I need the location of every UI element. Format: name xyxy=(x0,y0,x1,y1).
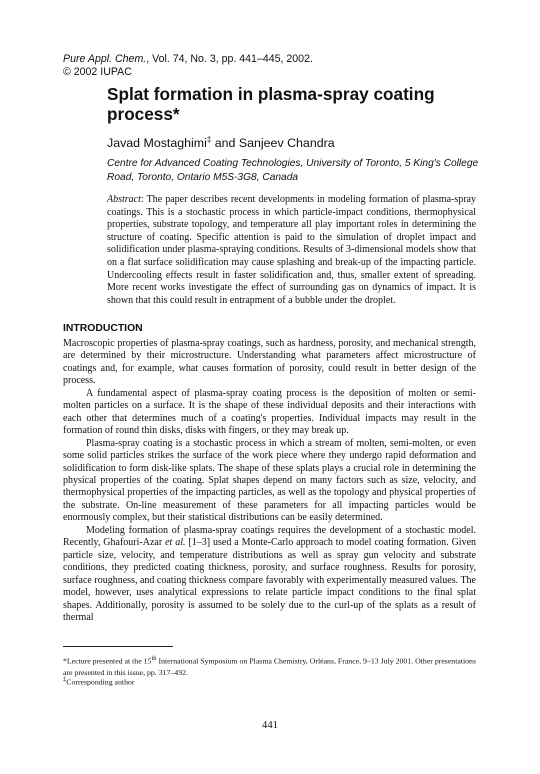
page-number: 441 xyxy=(262,720,278,731)
footnote-text: Corresponding author xyxy=(66,677,135,687)
affiliation: Centre for Advanced Coating Technologies, University of Toronto, 5 King's College Road, Toronto, Ontario M5S-3G8, Canada xyxy=(107,158,479,183)
intro-body xyxy=(63,338,476,624)
journal-details: , Vol. 74, No. 3, pp. 441–445, 2002. xyxy=(146,53,313,65)
paragraph: A fundamental aspect of plasma-spray coating process is the deposition of molten or semi-molten particles on a surface. It is the shape of these individual deposits and their interactions with each other that determines much of a coating's properties. Individual impacts may result in the formation of round thin disks, disks with fingers, or they may break up. xyxy=(63,387,476,437)
author-name: Javad Mostaghimi xyxy=(107,136,207,151)
footnote-text: International Symposium on Plasma Chemistry, Orléans, France, 9–13 July 2001. Other presentations are presented in this issue, pp. 317–492. xyxy=(63,656,476,677)
author-joiner: and Sanjeev Chandra xyxy=(211,136,335,151)
abstract-text: : The paper describes recent developments in modeling formation of plasma-spray coatings. This is a stochastic process in which particle-impact conditions, thermophysical properties, substrate topology, and temperature all play important roles in determining the structure of coating. Specific attention is paid to the simulation of droplet impact and solidification under plasma-spraying conditions. Results of 3-dimensional models show that on a flat surface solidification may cause splashing and break-up of the impacting particle. Undercooling effects result in faster solidification and, thus, smaller extent of spreading. More recent works investigate the effect of surrounding gas on dynamics of impact. It is shown that this could result in entrapment of a bubble under the droplet. xyxy=(107,194,476,306)
footnote-text: *Lecture presented at the 15 xyxy=(63,656,152,666)
author-line xyxy=(107,132,335,151)
article-title: Splat formation in plasma-spray coating process* xyxy=(107,84,435,124)
section-heading: INTRODUCTION xyxy=(63,323,143,334)
paragraph xyxy=(63,525,476,625)
et-al: et al. xyxy=(165,537,186,549)
paragraph-text: Modeling formation of plasma-spray coatings requires the development of a stochastic model. Recently, Ghafouri-Azar xyxy=(63,524,476,549)
paragraph: Plasma-spray coating is a stochastic process in which a stream of molten, semi-molten, or even some solid particles strikes the surface of the work piece where they undergo rapid deformation and solidification to form disk-like splats. The shape of these splats plays a crucial role in determining the physical properties of the coating. Splat shapes depend on many factors such as size, velocity, and thermophysical properties of the impacting particles, as well as the topology and physical properties of the substrate. On-line measurement of these parameters for all impacting particles would be enormously complex, but their statistical distributions can be easily determined. xyxy=(63,437,476,524)
paragraph: Macroscopic properties of plasma-spray coatings, such as hardness, porosity, and mechanical strength, are determined by their microstructure. Understanding what parameters affect microstructure of coatings and, for example, what causes formation of porosity, could result in better design of the process. xyxy=(63,338,476,387)
footnote-mark: ‡ xyxy=(63,676,67,683)
abstract xyxy=(107,194,476,307)
corresponding-author-mark: ‡ xyxy=(206,135,212,144)
abstract-label: Abstract xyxy=(107,194,141,205)
footnote-corresponding xyxy=(63,674,134,688)
copyright-line: © 2002 IUPAC xyxy=(63,66,132,78)
footnote-rule xyxy=(63,646,173,647)
journal-citation xyxy=(63,53,313,66)
paragraph-text: [1–3] used a Monte-Carlo approach to model coating formation. Given particle size, velocity, and temperature distributions as well as spray gun velocity and substrate conditions, they predicted coating thickness, porosity, and surface roughness. Results for porosity, surface roughness, and coating thickness compare favorably with experimentally measured values. The model, however, uses analytical expressions to relate particle impact conditions to the final splat shapes. Additionally, porosity is assumed to be solely due to the curl-up of the splats as a result of thermal xyxy=(63,537,477,623)
footnote-superscript: th xyxy=(151,655,157,662)
journal-name: Pure Appl. Chem. xyxy=(63,53,147,65)
